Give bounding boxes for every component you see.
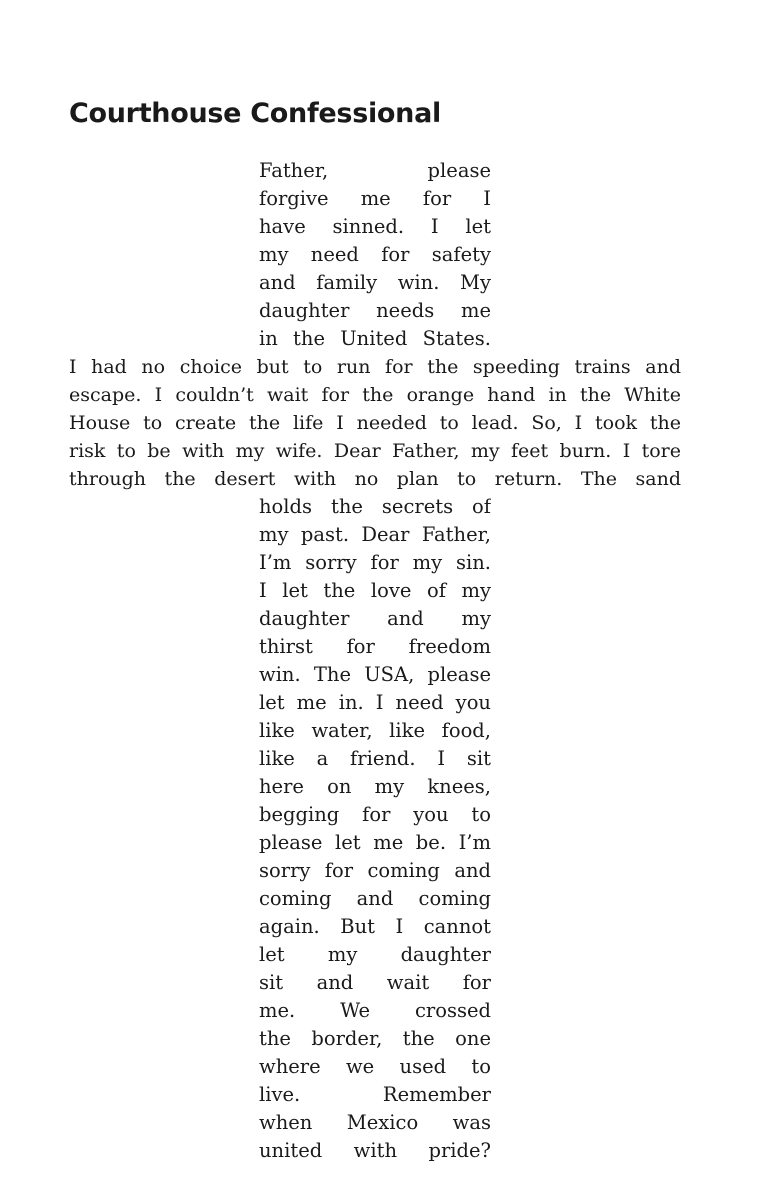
poem-line: in the United States. (259, 327, 491, 350)
poem-line: the border, the one (259, 1027, 491, 1050)
poem-line: my need for safety (259, 243, 491, 266)
poem-line: my past. Dear Father, (259, 523, 491, 546)
poem-line: forgive me for I (259, 187, 491, 210)
poem-line: let my daughter (259, 943, 491, 966)
poem-line: risk to be with my wife. Dear Father, my feet burn. I tore (69, 440, 681, 462)
poem-line: coming and coming (259, 887, 491, 910)
poem-line: have sinned. I let (259, 215, 491, 238)
poem-body (0, 157, 681, 1165)
stanza-narrow-top (0, 157, 681, 353)
poem-line: like water, like food, (259, 719, 491, 742)
poem-line: united with pride? (259, 1139, 491, 1162)
poem-line: win. The USA, please (259, 663, 491, 686)
poem-line: me. We crossed (259, 999, 491, 1022)
poem-line: holds the secrets of (259, 495, 491, 518)
poem-line: sit and wait for (259, 971, 491, 994)
poem-line: here on my knees, (259, 775, 491, 798)
stanza-wide-middle (0, 353, 681, 493)
poem-line: I’m sorry for my sin. (259, 551, 491, 574)
stanza-narrow-bottom (0, 493, 681, 1165)
poem-line: and family win. My (259, 271, 491, 294)
poem-line: daughter and my (259, 607, 491, 630)
poem-line: daughter needs me (259, 299, 491, 322)
poem-title: Courthouse Confessional (69, 98, 441, 129)
poem-line: where we used to (259, 1055, 491, 1078)
poem-line: live. Remember (259, 1083, 491, 1106)
poem-line: like a friend. I sit (259, 747, 491, 770)
poem-line: sorry for coming and (259, 859, 491, 882)
poem-line: I let the love of my (259, 579, 491, 602)
poem-line: please let me be. I’m (259, 831, 491, 854)
poem-line: House to create the life I needed to lead. So, I took the (69, 412, 681, 434)
poem-line: begging for you to (259, 803, 491, 826)
poem-line: through the desert with no plan to return. The sand (69, 468, 681, 490)
poem-line: I had no choice but to run for the speeding trains and (69, 356, 681, 378)
poem-line: when Mexico was (259, 1111, 491, 1134)
poem-line: let me in. I need you (259, 691, 491, 714)
poem-line: escape. I couldn’t wait for the orange hand in the White (69, 384, 681, 406)
poem-line: again. But I cannot (259, 915, 491, 938)
poem-line: thirst for freedom (259, 635, 491, 658)
poem-line: Father, please (259, 159, 491, 182)
